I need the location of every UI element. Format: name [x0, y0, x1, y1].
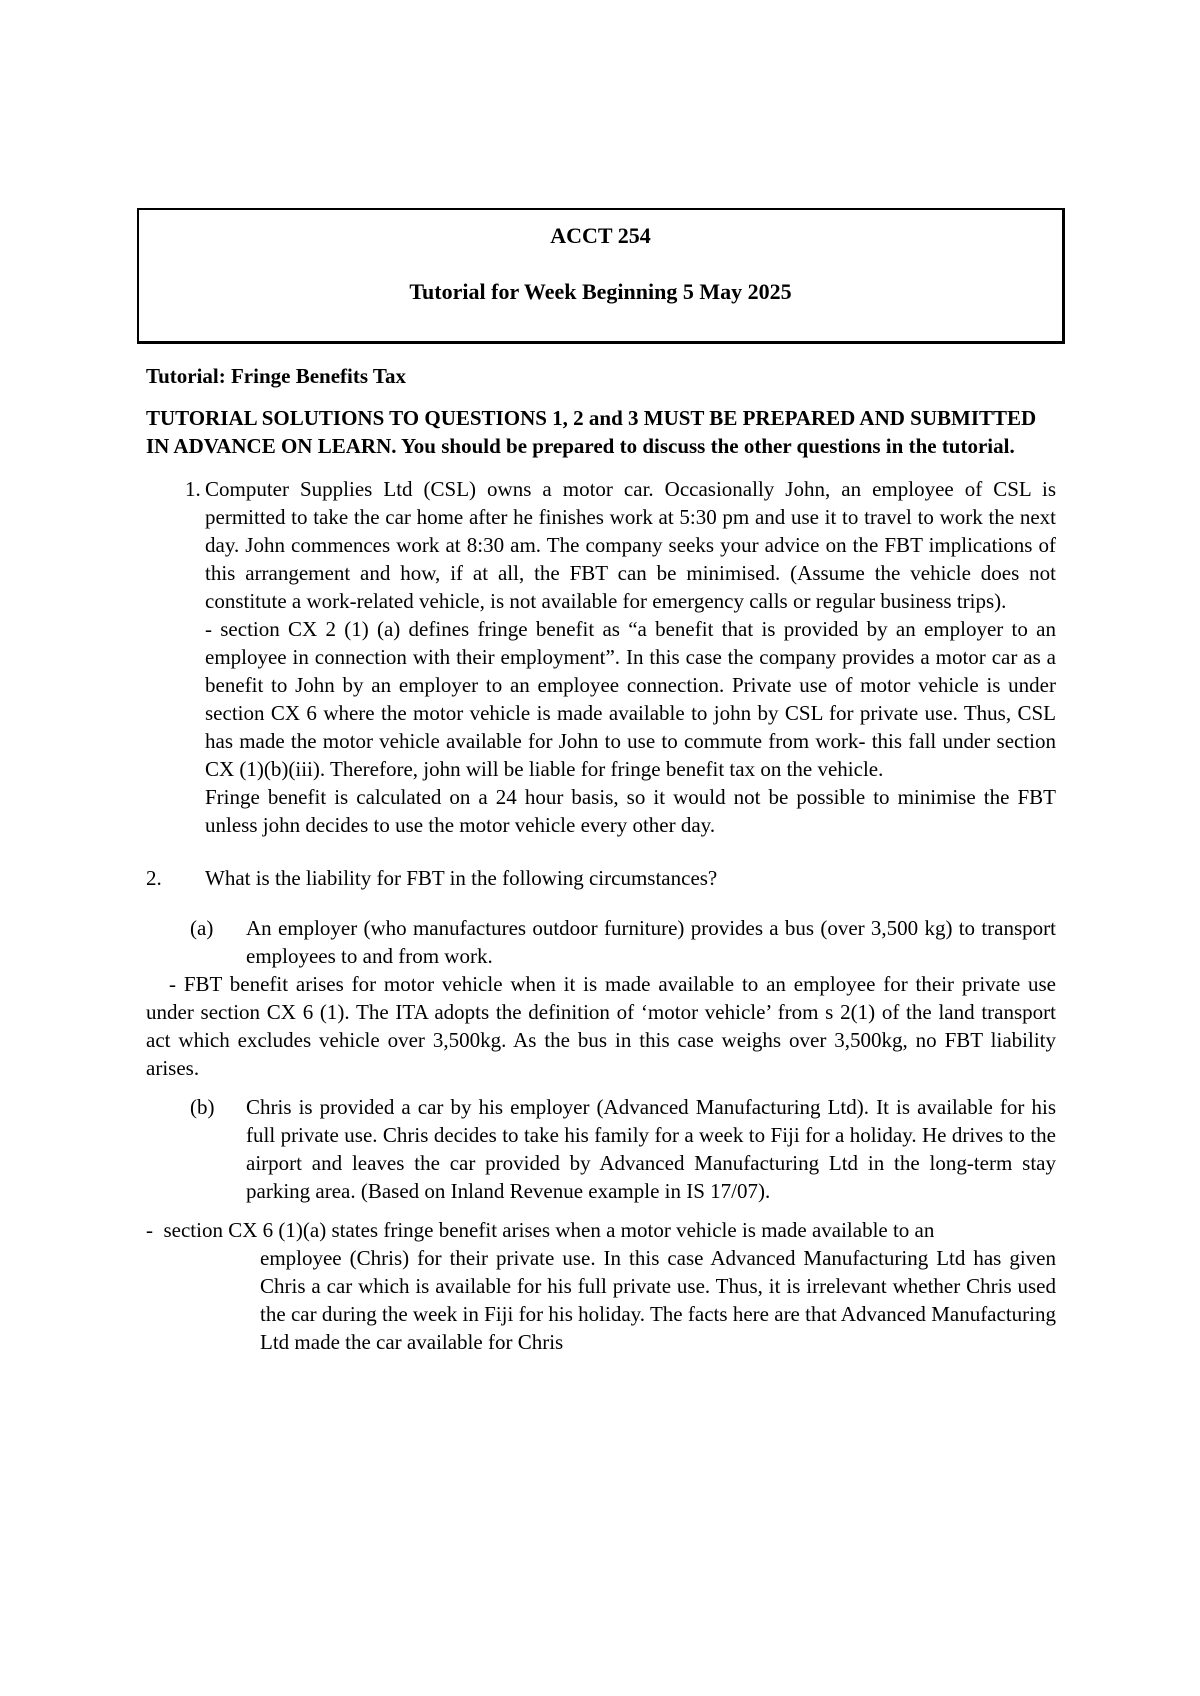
question-2-text: What is the liability for FBT in the following circumstances? — [205, 866, 718, 890]
question-2a-answer: - FBT benefit arises for motor vehicle when it is made available to an employee for their private use under section CX 6 (1). The ITA adopts the definition of ‘motor vehicle’ from s 2(1) of the land transport act which excludes vehicle over 3,500kg. As the bus in this case weighs over 3,500kg, no FBT liability arises. — [146, 972, 1056, 1080]
question-1 — [185, 475, 1056, 615]
question-1-text: Computer Supplies Ltd (CSL) owns a motor car. Occasionally John, an employee of CSL is permitted to take the car home after he finishes work at 5:30 pm and use it to travel to work the next day. John commences work at 8:30 am. The company seeks your advice on the FBT implications of this arrangement and how, if at all, the FBT can be minimised. (Assume the vehicle does not constitute a work-related vehicle, is not available for emergency calls or regular business trips). — [205, 477, 1056, 613]
question-2b-answer-first-line: - section CX 6 (1)(a) states fringe benefit arises when a motor vehicle is made available to an — [146, 1218, 935, 1242]
question-2b-label: (b) — [190, 1095, 215, 1119]
question-2 — [146, 864, 1056, 892]
question-1-number: 1. — [185, 477, 201, 501]
notice-discussion: You should be prepared to discuss the other questions in the tutorial. — [396, 434, 1015, 458]
tutorial-topic: Tutorial: Fringe Benefits Tax — [146, 364, 406, 388]
question-2a-text: An employer (who manufactures outdoor furniture) provides a bus (over 3,500 kg) to transport employees to and from work. — [246, 916, 1056, 968]
document-body — [146, 362, 1056, 1356]
question-2a — [190, 914, 1056, 970]
question-2a-label: (a) — [190, 916, 214, 940]
title-box — [137, 208, 1065, 344]
question-2b — [190, 1093, 1056, 1205]
tutorial-week-title: Tutorial for Week Beginning 5 May 2025 — [409, 279, 792, 304]
question-2b-answer: employee (Chris) for their private use. In this case Advanced Manufacturing Ltd has given Chris a car which is available for his full private use. Thus, it is irrelevant whether Chris used the car during the week in Fiji for his holiday. The facts here are that Advanced Manufacturing Ltd made the car available for Chris — [260, 1246, 1056, 1354]
notice-requirement: TUTORIAL SOLUTIONS TO QUESTIONS 1, 2 and 3 MUST BE PREPARED AND SUBMITTED IN ADVANCE ON LEARN. — [146, 406, 1037, 458]
question-2-number: 2. — [146, 866, 162, 890]
question-2b-text: Chris is provided a car by his employer (Advanced Manufacturing Ltd). It is available for his full private use. Chris decides to take his family for a week to Fiji for a holiday. He drives to the airport and leaves the car provided by Advanced Manufacturing Ltd in the long-term stay parking area. (Based on Inland Revenue example in IS 17/07). — [246, 1095, 1056, 1203]
submission-notice — [146, 404, 1056, 460]
question-1-answer-conclusion: Fringe benefit is calculated on a 24 hour basis, so it would not be possible to minimise the FBT unless john decides to use the motor vehicle every other day. — [205, 785, 1056, 837]
question-1-answer: - section CX 2 (1) (a) defines fringe benefit as “a benefit that is provided by an employer to an employee in connection with their employment”. In this case the company provides a motor car as a benefit to John by an employer to an employee connection. Private use of motor vehicle is under section CX 6 where the motor vehicle is made available to john by CSL for private use. Thus, CSL has made the motor vehicle available for John to use to commute from work- this fall under section CX (1)(b)(iii). Therefore, john will be liable for fringe benefit tax on the vehicle. — [205, 617, 1056, 781]
course-code: ACCT 254 — [550, 223, 651, 248]
